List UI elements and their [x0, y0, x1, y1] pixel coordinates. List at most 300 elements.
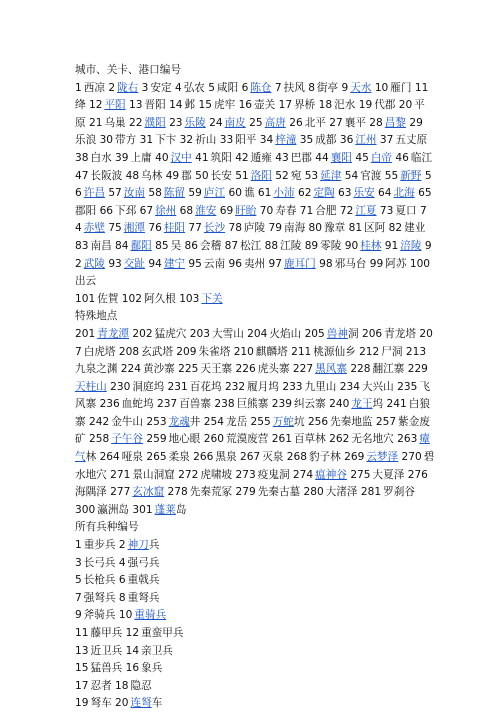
entry-item: [168, 381, 222, 393]
entry-number: 28: [369, 116, 383, 129]
entry-name: 荒漠废营: [225, 433, 269, 446]
entry-number: 17: [75, 679, 89, 692]
entry-name: 临江: [410, 151, 433, 164]
entry-item: [308, 82, 338, 94]
entry-item: [180, 205, 217, 217]
entry-number: 8: [118, 591, 126, 604]
entry-name: 天王寨: [200, 363, 233, 376]
entry-link[interactable]: 小沛: [273, 187, 295, 200]
entry-number: 40: [155, 151, 169, 164]
entry-link[interactable]: 江夏: [355, 204, 377, 217]
entry-number: 11: [75, 627, 89, 639]
section-heading: 特殊地点: [75, 310, 118, 323]
entry-item: [195, 170, 232, 182]
entry-number: 213: [405, 345, 427, 358]
entry-link[interactable]: 北海: [393, 187, 415, 200]
entry-number: 44: [315, 151, 329, 164]
entry-item: [345, 240, 382, 252]
entry-number: 210: [233, 345, 254, 358]
entry-link[interactable]: 徐州: [155, 204, 177, 217]
entry-item: [340, 205, 377, 217]
entry-name: 火焰山: [269, 327, 302, 340]
entry-item: [176, 346, 230, 358]
entry-name: 哑泉: [121, 451, 143, 464]
entry-link[interactable]: 黑风寨: [315, 363, 347, 376]
entry-link[interactable]: 许昌: [83, 187, 105, 200]
entry-link[interactable]: 洛阳: [250, 169, 272, 182]
entry-number: 235: [397, 380, 418, 393]
entry-item: [115, 680, 152, 692]
entry-link[interactable]: 青龙潭: [97, 327, 130, 340]
entry-name: 吴: [170, 239, 182, 252]
entry-name: 扶风: [283, 81, 305, 94]
entry-name: 象兵: [141, 662, 163, 675]
entry-link[interactable]: 交趾: [123, 257, 145, 270]
entry-link[interactable]: 天水: [350, 81, 372, 94]
entry-item: [178, 363, 232, 375]
entry-number: 8: [308, 81, 315, 94]
entry-name: 百兽寨: [179, 398, 211, 411]
entry-number: 4: [174, 81, 182, 94]
entry-paragraph: [75, 555, 435, 573]
entry-paragraph: [75, 607, 435, 625]
entry-number: 232: [224, 380, 246, 393]
entry-number: 76: [148, 222, 162, 235]
entry-name: 松江: [240, 239, 262, 252]
entry-number: 260: [203, 433, 224, 446]
entry-link[interactable]: 桂阳: [163, 222, 186, 235]
entry-item: [236, 486, 301, 498]
entry-number: 73: [379, 204, 394, 217]
entry-number: 281: [360, 486, 382, 499]
entry-number: 272: [178, 468, 199, 481]
entry-number: 265: [146, 451, 167, 464]
entry-name: 重步兵: [83, 539, 116, 552]
entry-number: 20: [398, 99, 413, 112]
entry-link[interactable]: 赤壁: [83, 222, 105, 235]
entry-name: 虎啸坡: [200, 468, 233, 481]
entry-link[interactable]: 涪陵: [400, 239, 422, 252]
entry-link[interactable]: 兽神: [326, 327, 348, 340]
entry-number: 267: [239, 451, 261, 464]
entry-number: 231: [167, 380, 188, 393]
entry-item: [119, 539, 160, 551]
entry-name: 弘农: [183, 81, 205, 94]
entry-link[interactable]: 乐陵: [184, 116, 206, 129]
entry-name: 阿久根: [144, 292, 176, 305]
entry-link[interactable]: 乐安: [353, 187, 375, 200]
entry-item: [175, 82, 205, 94]
entry-item: [251, 416, 305, 428]
entry-number: 37: [379, 134, 394, 147]
entry-name: 壶关: [254, 99, 276, 112]
entry-number: 102: [121, 292, 143, 305]
entry-name: 瀛洲岛: [97, 503, 130, 516]
entry-name: 雁门: [390, 81, 412, 94]
entry-suffix: 洞: [347, 327, 359, 340]
entry-name: 景山洞窟: [132, 468, 175, 481]
entry-name: 百花坞: [189, 380, 222, 393]
entry-link[interactable]: 重骑兵: [134, 609, 167, 622]
entry-number: 92: [75, 239, 432, 270]
entry-number: 24: [209, 116, 223, 129]
entry-number: 276: [407, 468, 428, 481]
entry-number: 87: [224, 239, 239, 252]
entry-link[interactable]: 平阳: [104, 99, 126, 112]
entry-number: 69: [219, 204, 234, 217]
entry-name: 强弩兵: [83, 591, 116, 604]
entry-number: 15: [75, 662, 89, 675]
entry-number: 204: [247, 327, 268, 340]
entry-item: [359, 99, 396, 111]
entry-number: 271: [110, 468, 131, 481]
entry-number: 16: [125, 662, 140, 675]
entry-name: 汜水: [334, 99, 356, 112]
entry-item: [309, 222, 346, 234]
entry-number: 237: [156, 398, 178, 411]
entry-name: 大夏泽: [372, 468, 405, 481]
entry-item: [188, 258, 225, 270]
entry-number: 3: [141, 81, 149, 94]
entry-link[interactable]: 鄱阳: [130, 239, 152, 252]
entry-link[interactable]: 江州: [355, 134, 377, 147]
entry-link[interactable]: 襄阳: [330, 151, 352, 164]
entry-item: [148, 258, 185, 270]
entry-number: 52: [275, 169, 289, 182]
entry-name: 街亭: [316, 81, 339, 94]
entry-name: 谯: [243, 187, 255, 200]
entry-name: 九泉之渊: [75, 363, 118, 376]
entry-name: 晋阳: [144, 99, 166, 112]
entry-number: 66: [99, 204, 114, 217]
entry-link[interactable]: 湘潭: [123, 222, 145, 235]
entry-number: 202: [132, 327, 153, 340]
entry-item: [157, 398, 211, 410]
entry-number: 205: [304, 327, 325, 340]
entry-number: 209: [176, 345, 197, 358]
entry-number: 207: [75, 327, 433, 358]
entry-number: 225: [178, 363, 199, 376]
entry-link[interactable]: 神刀: [127, 539, 149, 552]
entry-name: 近卫兵: [90, 644, 123, 657]
entry-number: 25: [249, 116, 263, 129]
entry-item: [146, 451, 189, 463]
entry-item: [75, 557, 116, 569]
entry-item: [234, 346, 288, 358]
entry-number: 99: [369, 257, 384, 270]
entry-link[interactable]: 瘴气: [75, 433, 430, 464]
entry-number: 242: [88, 415, 110, 428]
entry-number: 14: [169, 99, 183, 112]
entry-number: 82: [388, 222, 403, 235]
entry-link[interactable]: 昌黎: [384, 116, 406, 129]
entry-link[interactable]: 庐江: [203, 187, 226, 200]
entry-number: 301: [132, 503, 153, 516]
entry-item: [148, 187, 185, 199]
entry-link[interactable]: 新野: [400, 169, 422, 182]
entry-number: 16: [238, 99, 253, 112]
entry-link[interactable]: 武陵: [83, 257, 105, 270]
entry-link[interactable]: 子午谷: [111, 433, 143, 446]
entry-number: 33: [219, 134, 234, 147]
entry-item: [235, 152, 272, 164]
entry-item: [146, 416, 200, 428]
entry-name: 虎头寨: [257, 363, 290, 376]
entry-number: 29: [409, 116, 423, 129]
entry-item: [235, 170, 272, 182]
entry-number: 64: [378, 187, 392, 200]
entry-item: [208, 82, 238, 94]
entry-link[interactable]: 汉中: [170, 151, 192, 164]
entry-link[interactable]: 延津: [320, 169, 342, 182]
document-page: [75, 62, 435, 713]
entry-link[interactable]: 云梦泽: [366, 451, 399, 464]
entry-number: 36: [339, 134, 354, 147]
entry-item: [126, 645, 173, 657]
entry-name: 无名地穴: [351, 433, 394, 446]
entry-item: [344, 451, 398, 463]
entry-item: [359, 346, 402, 358]
entry-link[interactable]: 陈留: [163, 187, 186, 200]
entry-name: 青龙塔: [384, 327, 416, 340]
entry-link[interactable]: 汝南: [123, 187, 145, 200]
entry-item: [220, 134, 257, 146]
entry-item: [75, 697, 112, 709]
entry-number: 239: [271, 398, 292, 411]
entry-number: 201: [75, 327, 96, 340]
entry-name: 洞庭坞: [132, 380, 165, 393]
entry-item: [378, 187, 415, 199]
entry-item: [247, 328, 301, 340]
entry-number: 97: [268, 257, 282, 270]
entry-item: [188, 187, 225, 199]
entry-item: [350, 469, 404, 481]
entry-number: 58: [148, 187, 162, 200]
entry-number: 34: [259, 134, 274, 147]
entry-suffix: 坑: [293, 415, 305, 428]
entry-paragraph: [75, 660, 435, 678]
entry-item: [185, 240, 222, 252]
entry-item: [275, 82, 305, 94]
entry-item: [304, 486, 358, 498]
entry-name: 出云: [75, 275, 97, 288]
entry-paragraph: [75, 291, 435, 309]
entry-name: 重蛮甲兵: [141, 627, 184, 639]
entry-link[interactable]: 龙魂: [168, 415, 190, 428]
entry-name: 成都: [315, 134, 337, 147]
entry-item: [329, 433, 394, 445]
entry-name: 百草林: [293, 433, 326, 446]
entry-number: 85: [155, 239, 169, 252]
entry-number: 9: [341, 81, 349, 94]
entry-number: 68: [179, 204, 194, 217]
entry-number: 230: [110, 380, 131, 393]
entry-number: 300: [75, 503, 96, 516]
entry-number: 39: [115, 151, 129, 164]
entry-number: 18: [115, 679, 129, 692]
entry-name: 白狼寨: [75, 398, 430, 428]
entry-item: [375, 82, 412, 94]
entry-name: 柔泉: [168, 451, 190, 464]
entry-item: [249, 117, 286, 129]
entry-name: 合肥: [315, 204, 337, 217]
entry-name: 豫章: [324, 222, 346, 235]
entry-number: 12: [125, 627, 140, 639]
entry-link[interactable]: 玄冰窟: [132, 486, 165, 499]
entry-number: 280: [303, 486, 324, 499]
entry-suffix: 井: [189, 415, 201, 428]
entry-name: 玄武塔: [141, 345, 173, 358]
entry-item: [305, 240, 342, 252]
entry-item: [188, 222, 225, 234]
entry-link[interactable]: 蓬莱: [154, 503, 176, 516]
entry-name: 麒麟塔: [255, 345, 288, 358]
entry-link[interactable]: 龙王: [351, 398, 373, 411]
entry-name: 江陵: [280, 239, 302, 252]
entry-number: 70: [259, 204, 274, 217]
entry-link[interactable]: 建宁: [163, 257, 186, 270]
entry-item: [291, 346, 356, 358]
entry-name: 夏口: [395, 204, 417, 217]
entry-item: [190, 328, 244, 340]
entry-link[interactable]: 天柱山: [75, 380, 107, 393]
entry-name: 乐浪: [75, 134, 97, 147]
entry-item: [228, 258, 265, 270]
entry-link[interactable]: 盱眙: [235, 204, 257, 217]
entry-link[interactable]: 梓潼: [275, 134, 297, 147]
entry-number: 229: [407, 363, 428, 376]
entry-link[interactable]: 高唐: [264, 116, 286, 129]
entry-item: [140, 134, 177, 146]
entry-link[interactable]: 南皮: [224, 116, 246, 129]
entry-item: [240, 451, 283, 463]
entry-item: [340, 381, 394, 393]
entry-item: [122, 293, 176, 305]
entry-name: 尸洞: [381, 345, 403, 358]
entry-number: 206: [361, 327, 383, 340]
entry-number: 256: [307, 415, 329, 428]
entry-link[interactable]: 瘟神谷: [315, 468, 347, 481]
entry-link[interactable]: 桂林: [360, 239, 382, 252]
entry-item: [108, 258, 145, 270]
entry-item: [100, 134, 137, 146]
entry-item: [355, 152, 392, 164]
entry-item: [199, 99, 236, 111]
entry-name: 阿苏: [385, 257, 407, 270]
entry-item: [319, 258, 366, 270]
entry-item: [142, 82, 172, 94]
entry-item: [293, 363, 347, 375]
entry-number: 98: [319, 257, 333, 270]
entry-name: 飞风寨: [75, 380, 430, 411]
entry-number: 86: [184, 239, 199, 252]
entry-number: 91: [384, 239, 399, 252]
entry-item: [121, 363, 175, 375]
entry-name: 代郡: [374, 99, 396, 112]
entry-name: 紫金废矿: [75, 415, 430, 446]
entry-link[interactable]: 下关: [201, 292, 223, 305]
entry-name: 白虎塔: [83, 345, 116, 358]
entry-name: 夷州: [243, 257, 266, 270]
entry-item: [350, 363, 404, 375]
entry-item: [75, 574, 116, 586]
entry-number: 236: [99, 398, 120, 411]
entry-number: 226: [235, 363, 256, 376]
entry-paragraph: [75, 502, 435, 520]
entry-link[interactable]: 万蛇: [272, 415, 294, 428]
entry-item: [155, 240, 181, 252]
entry-number: 80: [308, 222, 323, 235]
entry-item: [308, 416, 373, 428]
entry-item: [369, 117, 406, 129]
entry-number: 3: [75, 556, 82, 569]
entry-item: [115, 697, 162, 709]
entry-name: 虎牢: [214, 99, 236, 112]
entry-item: [340, 134, 377, 146]
entry-link[interactable]: 濮阳: [144, 116, 166, 129]
entry-number: 6: [118, 574, 126, 587]
entry-name: 平原: [75, 99, 425, 129]
entry-item: [269, 222, 306, 234]
entry-number: 32: [179, 134, 194, 147]
entry-number: 277: [110, 486, 131, 499]
entry-name: 界桥: [294, 99, 316, 112]
entry-link[interactable]: 白帝: [370, 151, 392, 164]
entry-number: 62: [297, 187, 312, 200]
entry-number: 227: [292, 363, 314, 376]
entry-link[interactable]: 连弩: [130, 697, 152, 710]
entry-link[interactable]: 定陶: [313, 187, 335, 200]
entry-item: [319, 99, 356, 111]
entry-link[interactable]: 淮安: [195, 204, 217, 217]
entry-number: 100: [409, 257, 431, 270]
entry-number: 67: [139, 204, 154, 217]
entry-item: [75, 82, 105, 94]
entry-name: 长枪兵: [83, 574, 116, 587]
entry-link[interactable]: 长沙: [203, 222, 226, 235]
entry-item: [342, 82, 372, 94]
entry-name: 九里山: [304, 380, 337, 393]
entry-number: 88: [264, 239, 279, 252]
entry-item: [275, 152, 312, 164]
entry-number: 55: [384, 169, 399, 182]
entry-number: 83: [75, 239, 89, 252]
entry-item: [260, 205, 297, 217]
entry-number: 263: [397, 433, 418, 446]
entry-link[interactable]: 陇右: [117, 81, 139, 94]
entry-item: [236, 363, 290, 375]
entry-number: 31: [139, 134, 154, 147]
entry-item: [228, 187, 254, 199]
entry-name: 庐陵: [243, 222, 266, 235]
entry-name: 郡: [181, 169, 192, 182]
entry-name: 襄平: [344, 116, 366, 129]
entry-number: 43: [275, 151, 289, 164]
entry-item: [132, 504, 186, 516]
entry-link[interactable]: 鹿耳门: [283, 257, 316, 270]
entry-item: [146, 433, 200, 445]
entry-number: 261: [271, 433, 292, 446]
entry-item: [75, 170, 122, 182]
entry-link[interactable]: 陈仓: [250, 81, 272, 94]
entry-number: 23: [169, 116, 183, 129]
entry-item: [132, 328, 186, 340]
entry-item: [115, 240, 152, 252]
entry-number: 65: [418, 187, 432, 200]
entry-item: [380, 205, 417, 217]
entry-item: [272, 433, 326, 445]
entry-name: 郡阳: [75, 204, 97, 217]
